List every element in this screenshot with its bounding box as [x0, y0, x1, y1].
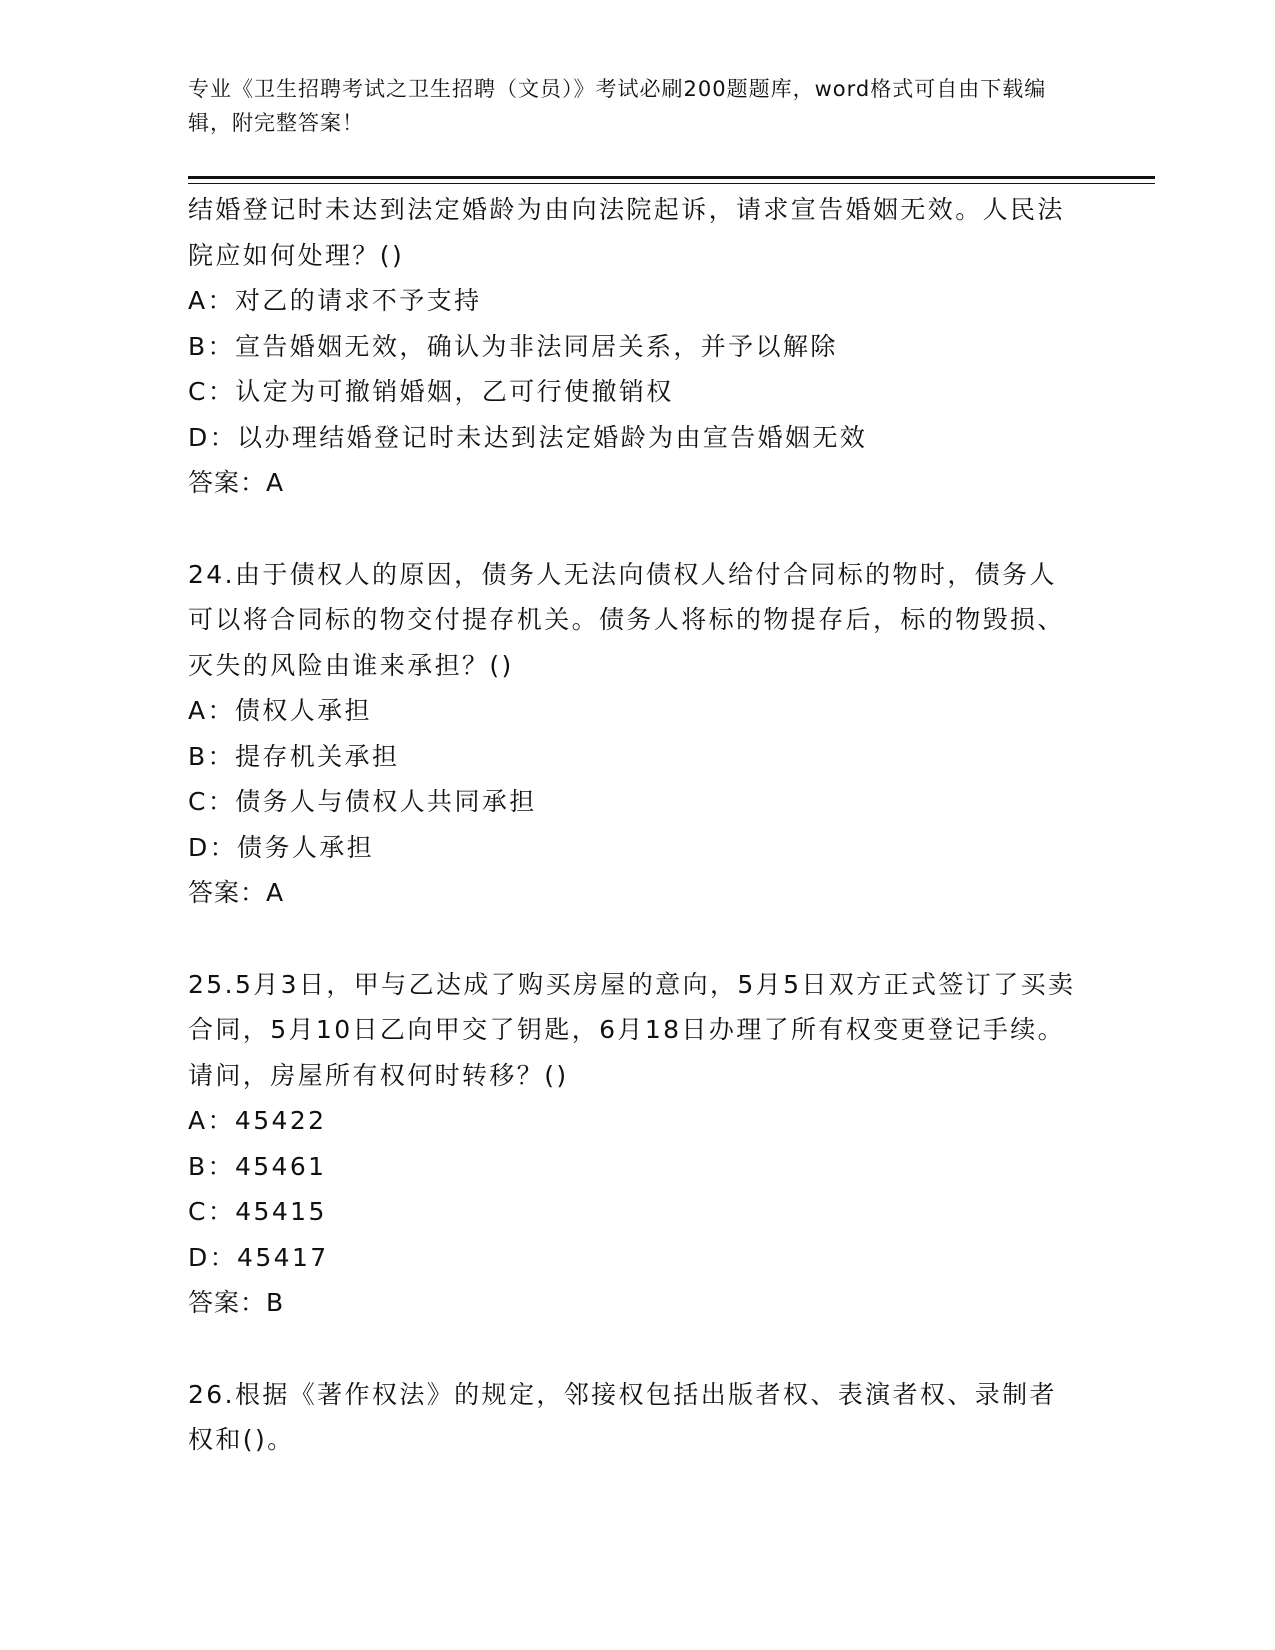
question-spacer: [188, 916, 1078, 962]
question-stem: 26.根据《著作权法》的规定，邻接权包括出版者权、表演者权、录制者权和()。: [188, 1379, 1057, 1454]
option-b: B：提存机关承担: [188, 741, 400, 771]
question-stem: 24.由于债权人的原因，债务人无法向债权人给付合同标的物时，债务人可以将合同标的物交付提存机关。债务人将标的物提存后，标的物毁损、灭失的风险由谁来承担？(): [188, 559, 1065, 680]
page-header: 专业《卫生招聘考试之卫生招聘（文员）》考试必刷200题题库，word格式可自由下载编辑，附完整答案！: [188, 77, 1047, 135]
option-b: B：宣告婚姻无效，确认为非法同居关系，并予以解除: [188, 331, 838, 361]
option-d: D：债务人承担: [188, 832, 375, 862]
question-stem: 结婚登记时未达到法定婚龄为由向法院起诉，请求宣告婚姻无效。人民法院应如何处理？(): [188, 195, 1065, 270]
question-stem: 25.5月3日，甲与乙达成了购买房屋的意向，5月5日双方正式签订了买卖合同，5月10日乙向甲交了钥匙，6月18日办理了所有权变更登记手续。请问，房屋所有权何时转移？(): [188, 969, 1076, 1090]
option-d: D：以办理结婚登记时未达到法定婚龄为由宣告婚姻无效: [188, 422, 868, 452]
header-rule-thin: [188, 183, 1155, 184]
option-c: C：债务人与债权人共同承担: [188, 787, 537, 816]
question-spacer: [188, 1326, 1078, 1372]
option-c: C：认定为可撤销婚姻，乙可行使撤销权: [188, 377, 674, 406]
question-25: [188, 962, 1078, 1326]
answer: 答案：B: [188, 1288, 285, 1317]
question-list: [188, 187, 1078, 1463]
question-spacer: [188, 506, 1078, 552]
option-b: B：45461: [188, 1151, 327, 1181]
header-rule-thick: [188, 176, 1155, 179]
question-23-continued: [188, 187, 1078, 506]
option-d: D：45417: [188, 1242, 329, 1272]
answer: 答案：A: [188, 878, 285, 907]
question-26: [188, 1372, 1078, 1463]
option-a: A：对乙的请求不予支持: [188, 286, 482, 315]
option-a: A：45422: [188, 1106, 327, 1135]
question-24: [188, 552, 1078, 916]
option-c: C：45415: [188, 1197, 327, 1226]
answer: 答案：A: [188, 468, 285, 497]
option-a: A：债权人承担: [188, 696, 372, 725]
